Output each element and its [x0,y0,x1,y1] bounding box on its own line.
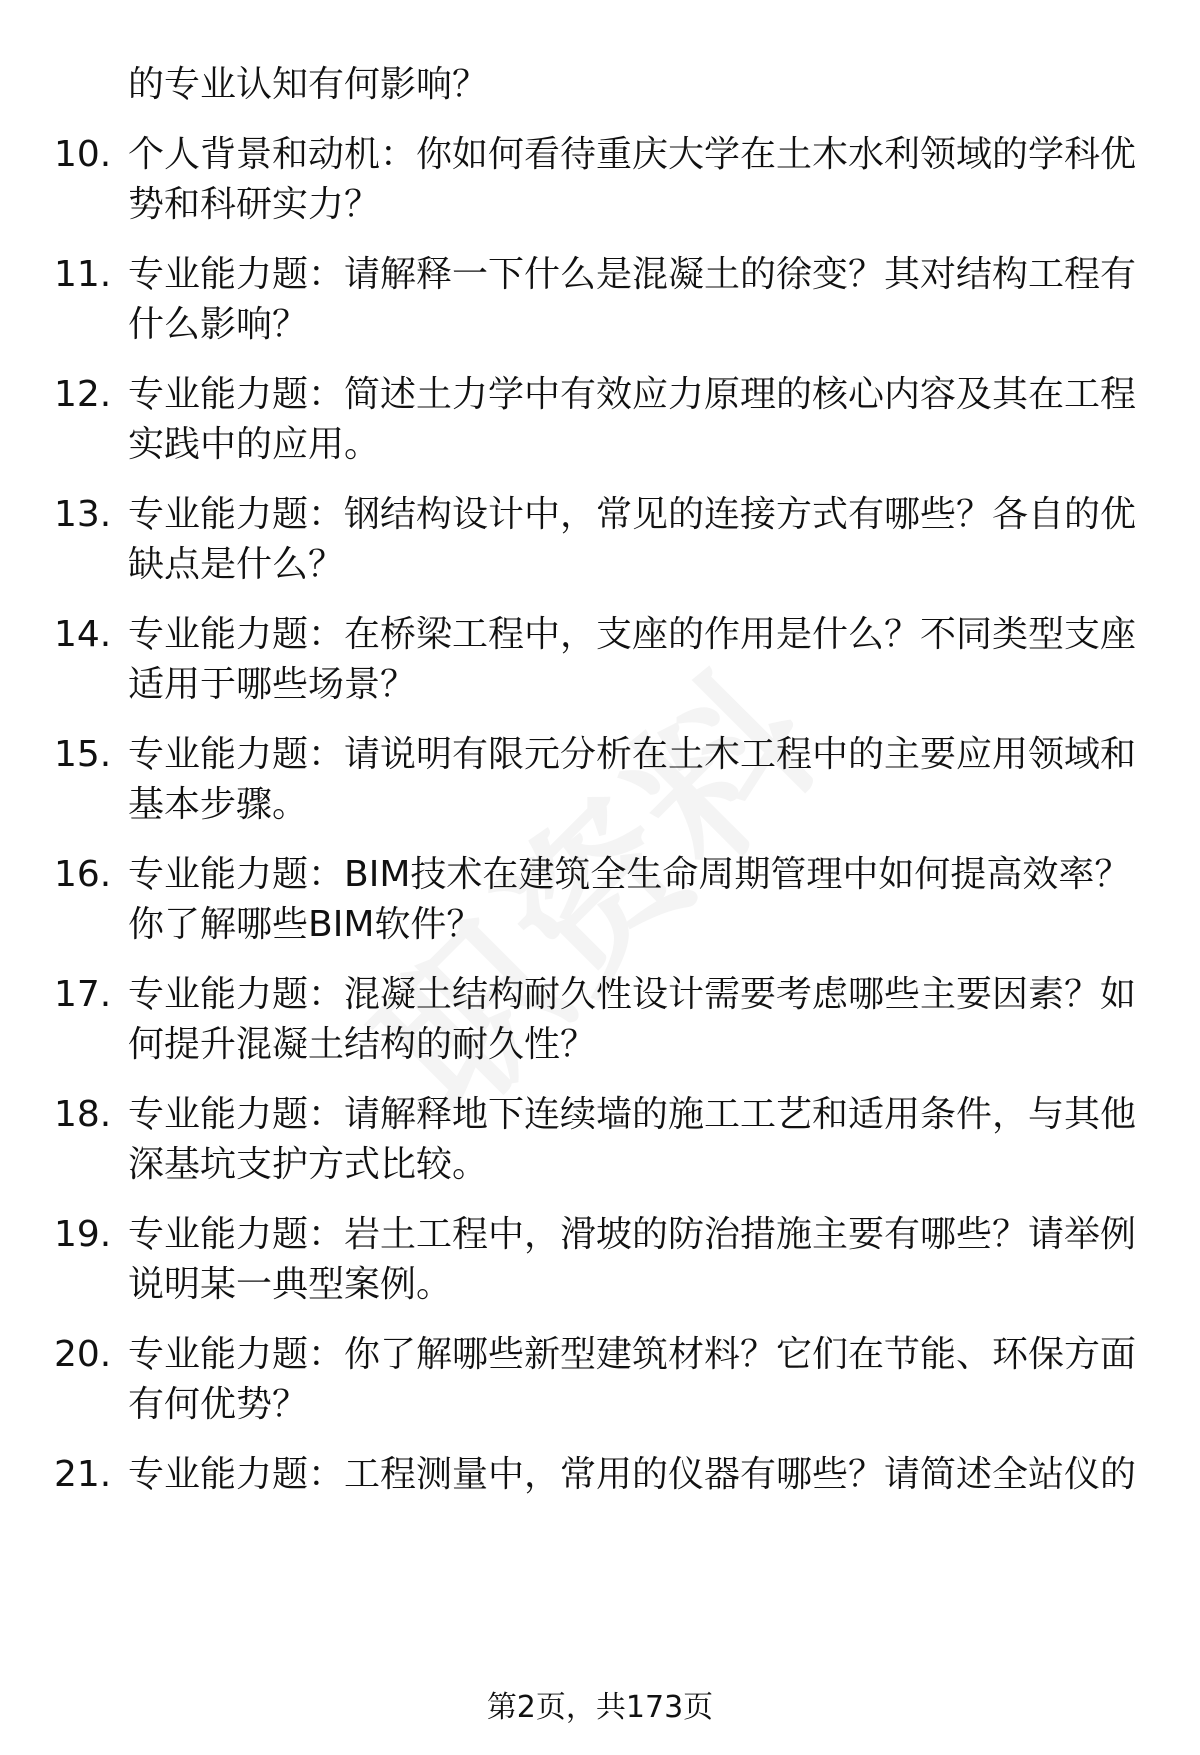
item-text: 专业能力题：混凝土结构耐久性设计需要考虑哪些主要因素？如何提升混凝土结构的耐久性？ [128,974,1137,1065]
item-text: 专业能力题：你了解哪些新型建筑材料？它们在节能、环保方面有何优势？ [128,1334,1137,1425]
list-item [0,610,1200,720]
item-text: 专业能力题：请解释一下什么是混凝土的徐变？其对结构工程有什么影响？ [128,254,1137,345]
item-text: 专业能力题：工程测量中，常用的仪器有哪些？请简述全站仪的 [128,1454,1137,1495]
continuation-text: 的专业认知有何影响？ [128,64,489,105]
list-item [0,130,1200,240]
list-item [0,850,1200,960]
list-item [0,1330,1200,1440]
item-number: 10. [54,134,112,175]
item-text: 专业能力题：钢结构设计中，常见的连接方式有哪些？各自的优缺点是什么？ [128,494,1137,585]
list-item [0,1450,1200,1560]
list-item [0,250,1200,360]
item-text: 专业能力题：岩土工程中，滑坡的防治措施主要有哪些？请举例说明某一典型案例。 [128,1214,1137,1305]
page-footer: 第2页，共173页 [486,1690,714,1725]
list-item [0,490,1200,600]
item-text: 专业能力题：简述土力学中有效应力原理的核心内容及其在工程实践中的应用。 [128,374,1137,465]
item-number: 19. [54,1214,112,1255]
item-text: 专业能力题：BIM技术在建筑全生命周期管理中如何提高效率？你了解哪些BIM软件？ [128,854,1131,945]
item-number: 16. [54,854,112,895]
item-number: 17. [54,974,112,1015]
item-number: 21. [54,1454,112,1495]
item-number: 13. [54,494,112,535]
item-text: 专业能力题：请解释地下连续墙的施工工艺和适用条件，与其他深基坑支护方式比较。 [128,1094,1137,1185]
item-number: 14. [54,614,112,655]
list-item [0,970,1200,1080]
item-text: 专业能力题：在桥梁工程中，支座的作用是什么？不同类型支座适用于哪些场景？ [128,614,1137,705]
list-item [0,730,1200,840]
list-item [0,370,1200,480]
item-number: 18. [54,1094,112,1135]
item-text: 专业能力题：请说明有限元分析在土木工程中的主要应用领域和基本步骤。 [128,734,1137,825]
item-number: 11. [54,254,112,295]
item-text: 个人背景和动机：你如何看待重庆大学在土木水利领域的学科优势和科研实力？ [128,134,1137,225]
list-item [0,1210,1200,1320]
item-number: 15. [54,734,112,775]
item-number: 12. [54,374,112,415]
item-number: 20. [54,1334,112,1375]
list-item [0,1090,1200,1200]
